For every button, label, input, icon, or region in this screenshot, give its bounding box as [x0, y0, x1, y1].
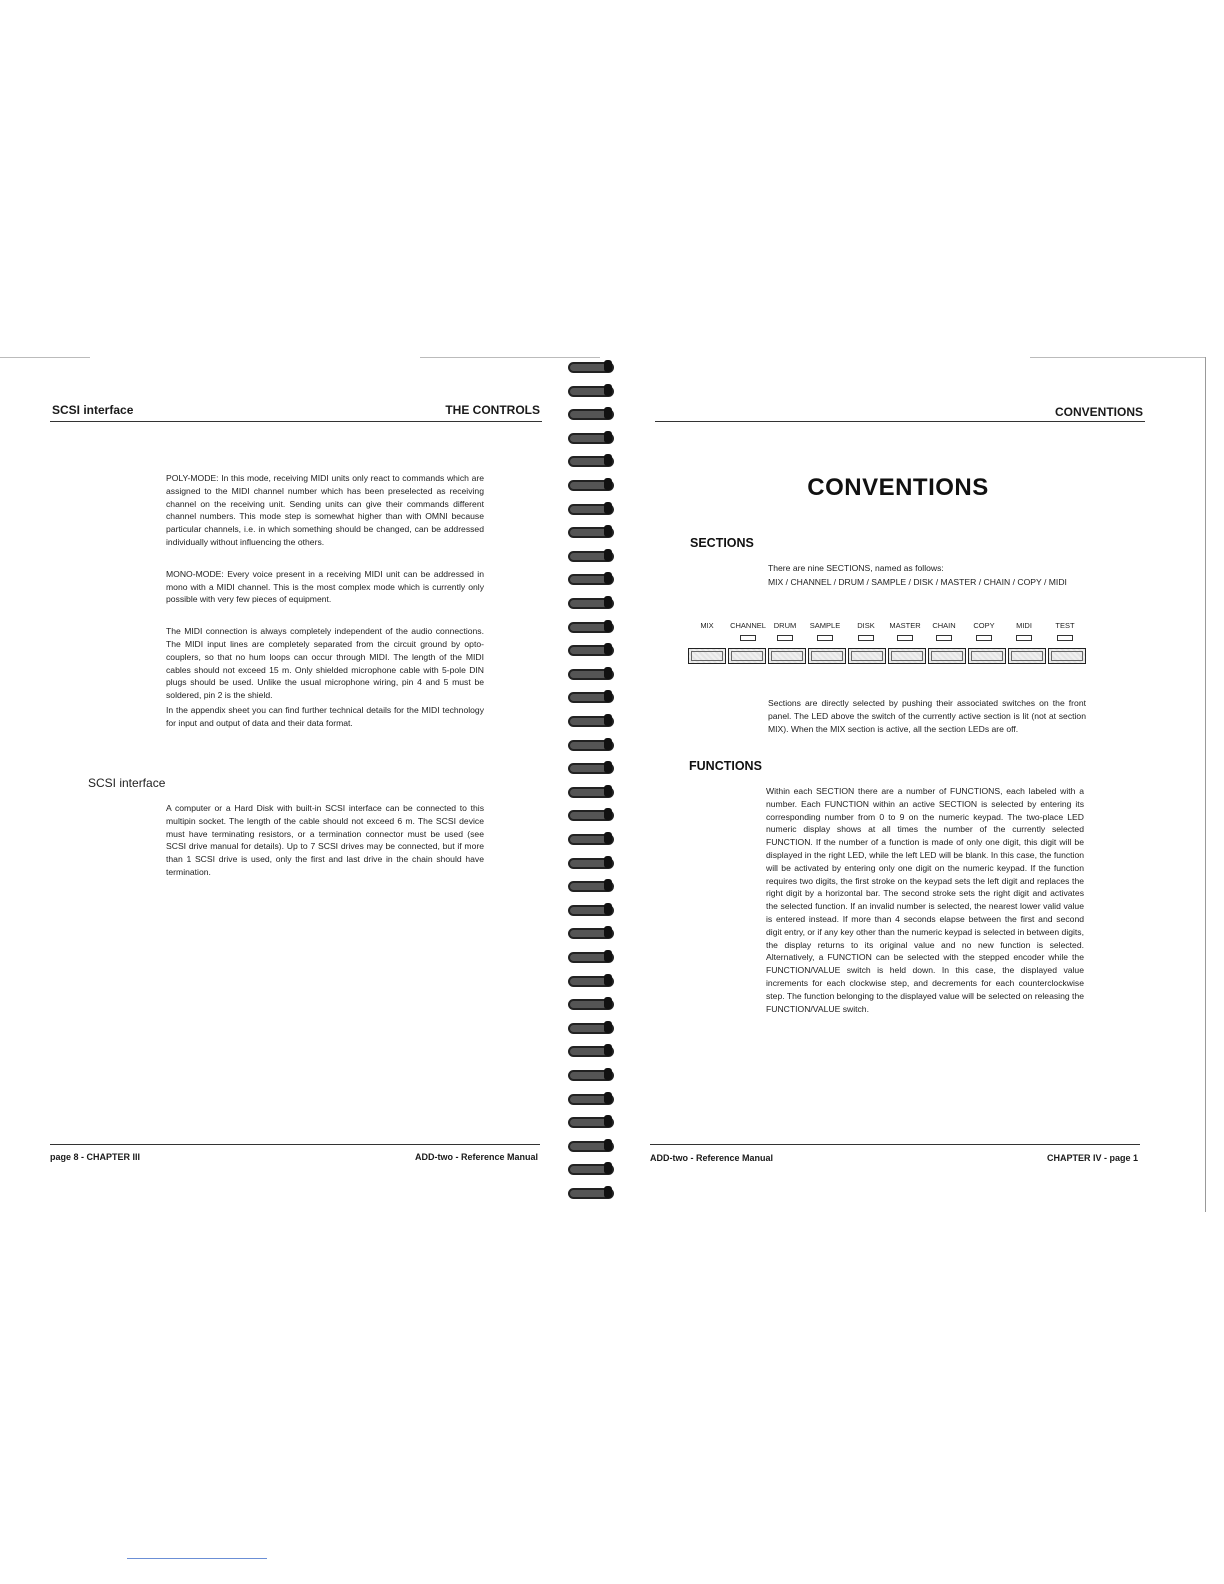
scan-edge — [420, 357, 600, 358]
led-copy — [976, 635, 992, 641]
led-test — [1057, 635, 1073, 641]
switch-copy — [968, 648, 1006, 664]
spiral-coil — [566, 785, 614, 797]
header-rule — [655, 421, 1145, 422]
right-header: CONVENTIONS — [1054, 405, 1143, 419]
spiral-coil — [566, 407, 614, 419]
led-chain — [936, 635, 952, 641]
panel-label-disk: DISK — [857, 621, 875, 630]
spiral-coil — [566, 856, 614, 868]
spiral-coil — [566, 525, 614, 537]
led-midi — [1016, 635, 1032, 641]
section-switches — [688, 648, 1088, 666]
spiral-coil — [566, 667, 614, 679]
spiral-coil — [566, 1186, 614, 1198]
spiral-binding — [566, 360, 618, 1210]
spiral-coil — [566, 643, 614, 655]
scan-artifact-line — [127, 1558, 267, 1559]
functions-paragraph: Within each SECTION there are a number of FUNCTIONS, each labeled with a number. Each FUNCTION within an active SECTION is selected by entering its corresponding number from 0 to 9 on the numeric keypad. The two-place LED numeric display shows at all times the number of the currently selected FUNCTION. If the number of a function is made of only one digit, this digit will be displayed in the right LED, while the left LED will be blank. In this case, the function will be activated by entering only one digit on the numeric keypad. If the function requires two digits, the first stroke on the keypad sets the left digit and replaces the right digit by a horizontal bar. The second stroke sets the right digit and activates the selected function. If an invalid number is selected, the nearest lower valid value is entered instead. If more than 4 seconds elapse between the first and second digit entry, or if any key other than the numeric keypad is selected in between digits, the display returns to its original value and no new function is selected. Alternatively, a FUNCTION can be selected with the stepped encoder while the FUNCTION/VALUE switch is held down. In this case, the displayed value increments for each clockwise step, and decrements for each counterclockwise step. The function belonging to the displayed value will be selected on releasing the FUNCTION/VALUE switch. — [766, 786, 1084, 1014]
spiral-coil — [566, 478, 614, 490]
spiral-coil — [566, 808, 614, 820]
left-header-left: SCSI interface — [52, 403, 134, 417]
sections-heading: SECTIONS — [690, 536, 754, 550]
left-header-right: THE CONTROLS — [445, 403, 540, 417]
spiral-coil — [566, 384, 614, 396]
right-footer-left: ADD-two - Reference Manual — [650, 1153, 774, 1163]
panel-label-channel: CHANNEL — [730, 621, 766, 630]
switch-midi — [1008, 648, 1046, 664]
footer-rule — [50, 1144, 540, 1145]
scsi-section-label: SCSI interface — [88, 776, 166, 790]
spiral-coil — [566, 431, 614, 443]
switch-test — [1048, 648, 1086, 664]
left-footer-right: ADD-two - Reference Manual — [414, 1152, 538, 1162]
spiral-coil — [566, 926, 614, 938]
led-channel — [740, 635, 756, 641]
spiral-coil — [566, 454, 614, 466]
spiral-coil — [566, 879, 614, 891]
spiral-coil — [566, 1068, 614, 1080]
spiral-coil — [566, 714, 614, 726]
section-leds — [690, 635, 1090, 645]
led-drum — [777, 635, 793, 641]
spiral-coil — [566, 974, 614, 986]
switch-master — [888, 648, 926, 664]
scan-edge — [0, 357, 90, 358]
spiral-coil — [566, 1021, 614, 1033]
spiral-coil — [566, 832, 614, 844]
panel-label-test: TEST — [1055, 621, 1075, 630]
panel-label-copy: COPY — [973, 621, 995, 630]
scan-edge — [1030, 357, 1205, 358]
left-body — [166, 472, 484, 743]
right-footer-right: CHAPTER IV - page 1 — [1046, 1153, 1138, 1163]
spiral-coil — [566, 761, 614, 773]
sections-paragraph: Sections are directly selected by pushing their associated switches on the front panel. The LED above the switch of the currently active section is lit (not at section MIX). When the MIX section is active, all the section LEDs are off. — [768, 698, 1086, 734]
spiral-coil — [566, 1139, 614, 1151]
sections-intro: There are nine SECTIONS, named as follows: — [768, 563, 944, 573]
spiral-coil — [566, 1044, 614, 1056]
spiral-coil — [566, 572, 614, 584]
functions-heading: FUNCTIONS — [689, 759, 762, 773]
spiral-coil — [566, 997, 614, 1009]
switch-mix — [688, 648, 726, 664]
spiral-coil — [566, 738, 614, 750]
spiral-coil — [566, 903, 614, 915]
spiral-coil — [566, 1092, 614, 1104]
spiral-coil — [566, 950, 614, 962]
panel-label-drum: DRUM — [773, 621, 797, 630]
switch-drum — [768, 648, 806, 664]
panel-label-mix: MIX — [700, 621, 714, 630]
spiral-coil — [566, 690, 614, 702]
left-footer-left: page 8 - CHAPTER III — [50, 1152, 141, 1162]
panel-labels — [690, 621, 1090, 635]
footer-rule — [650, 1144, 1140, 1145]
scsi-paragraph: A computer or a Hard Disk with built-in SCSI interface can be connected to this multipin socket. The length of the cable should not exceed 6 m. The SCSI device must have terminating resistors, or a termination connector must be used (see SCSI drive manual for details). Up to 7 SCSI drives may be connected, but if more than 1 SCSI drive is used, only the first and last drive in the chain should have termination. — [166, 803, 484, 877]
spiral-coil — [566, 502, 614, 514]
panel-label-chain: CHAIN — [932, 621, 956, 630]
header-rule — [50, 421, 542, 422]
spiral-coil — [566, 360, 614, 372]
page-edge — [1205, 357, 1206, 1212]
panel-label-midi: MIDI — [1016, 621, 1032, 630]
sections-list: MIX / CHANNEL / DRUM / SAMPLE / DISK / MASTER / CHAIN / COPY / MIDI — [768, 577, 1067, 587]
poly-mode-paragraph: POLY-MODE: In this mode, receiving MIDI units only react to commands which are assigned to the MIDI channel number which has been preselected as receiving channel on the receiving unit. Sending units can give their commands different channel numbers. This mode step is somewhat higher than with OMNI because particular channels, i.e. in which something should be changed, can be addressed individually without influencing the others. — [166, 473, 484, 547]
led-sample — [817, 635, 833, 641]
midi-connection-paragraph: The MIDI connection is always completely independent of the audio connections. The MIDI input lines are completely separated from the circuit ground by opto-couplers, so that no hum loops can occur through MIDI. The length of the MIDI cables should not exceed 15 m. Only shielded microphone cable with 5-pole DIN plugs should be used. Unlike the usual microphone wiring, pin 4 and 5 must be soldered, pin 2 is the shield. — [166, 626, 484, 701]
page-title: CONVENTIONS — [807, 474, 989, 501]
spiral-coil — [566, 620, 614, 632]
spiral-coil — [566, 596, 614, 608]
mono-mode-paragraph: MONO-MODE: Every voice present in a receiving MIDI unit can be addressed in mono with a MIDI channel. This is the most complex mode which is currently only possible with very few pieces of equipment. — [166, 568, 484, 605]
spiral-coil — [566, 1115, 614, 1127]
switch-sample — [808, 648, 846, 664]
switch-disk — [848, 648, 886, 664]
panel-label-master: MASTER — [889, 621, 921, 630]
led-disk — [858, 635, 874, 641]
led-master — [897, 635, 913, 641]
panel-label-sample: SAMPLE — [809, 621, 841, 630]
switch-channel — [728, 648, 766, 664]
appendix-paragraph: In the appendix sheet you can find further technical details for the MIDI technology for input and output of data and their data format. — [166, 704, 484, 728]
switch-chain — [928, 648, 966, 664]
spiral-coil — [566, 549, 614, 561]
spiral-coil — [566, 1162, 614, 1174]
